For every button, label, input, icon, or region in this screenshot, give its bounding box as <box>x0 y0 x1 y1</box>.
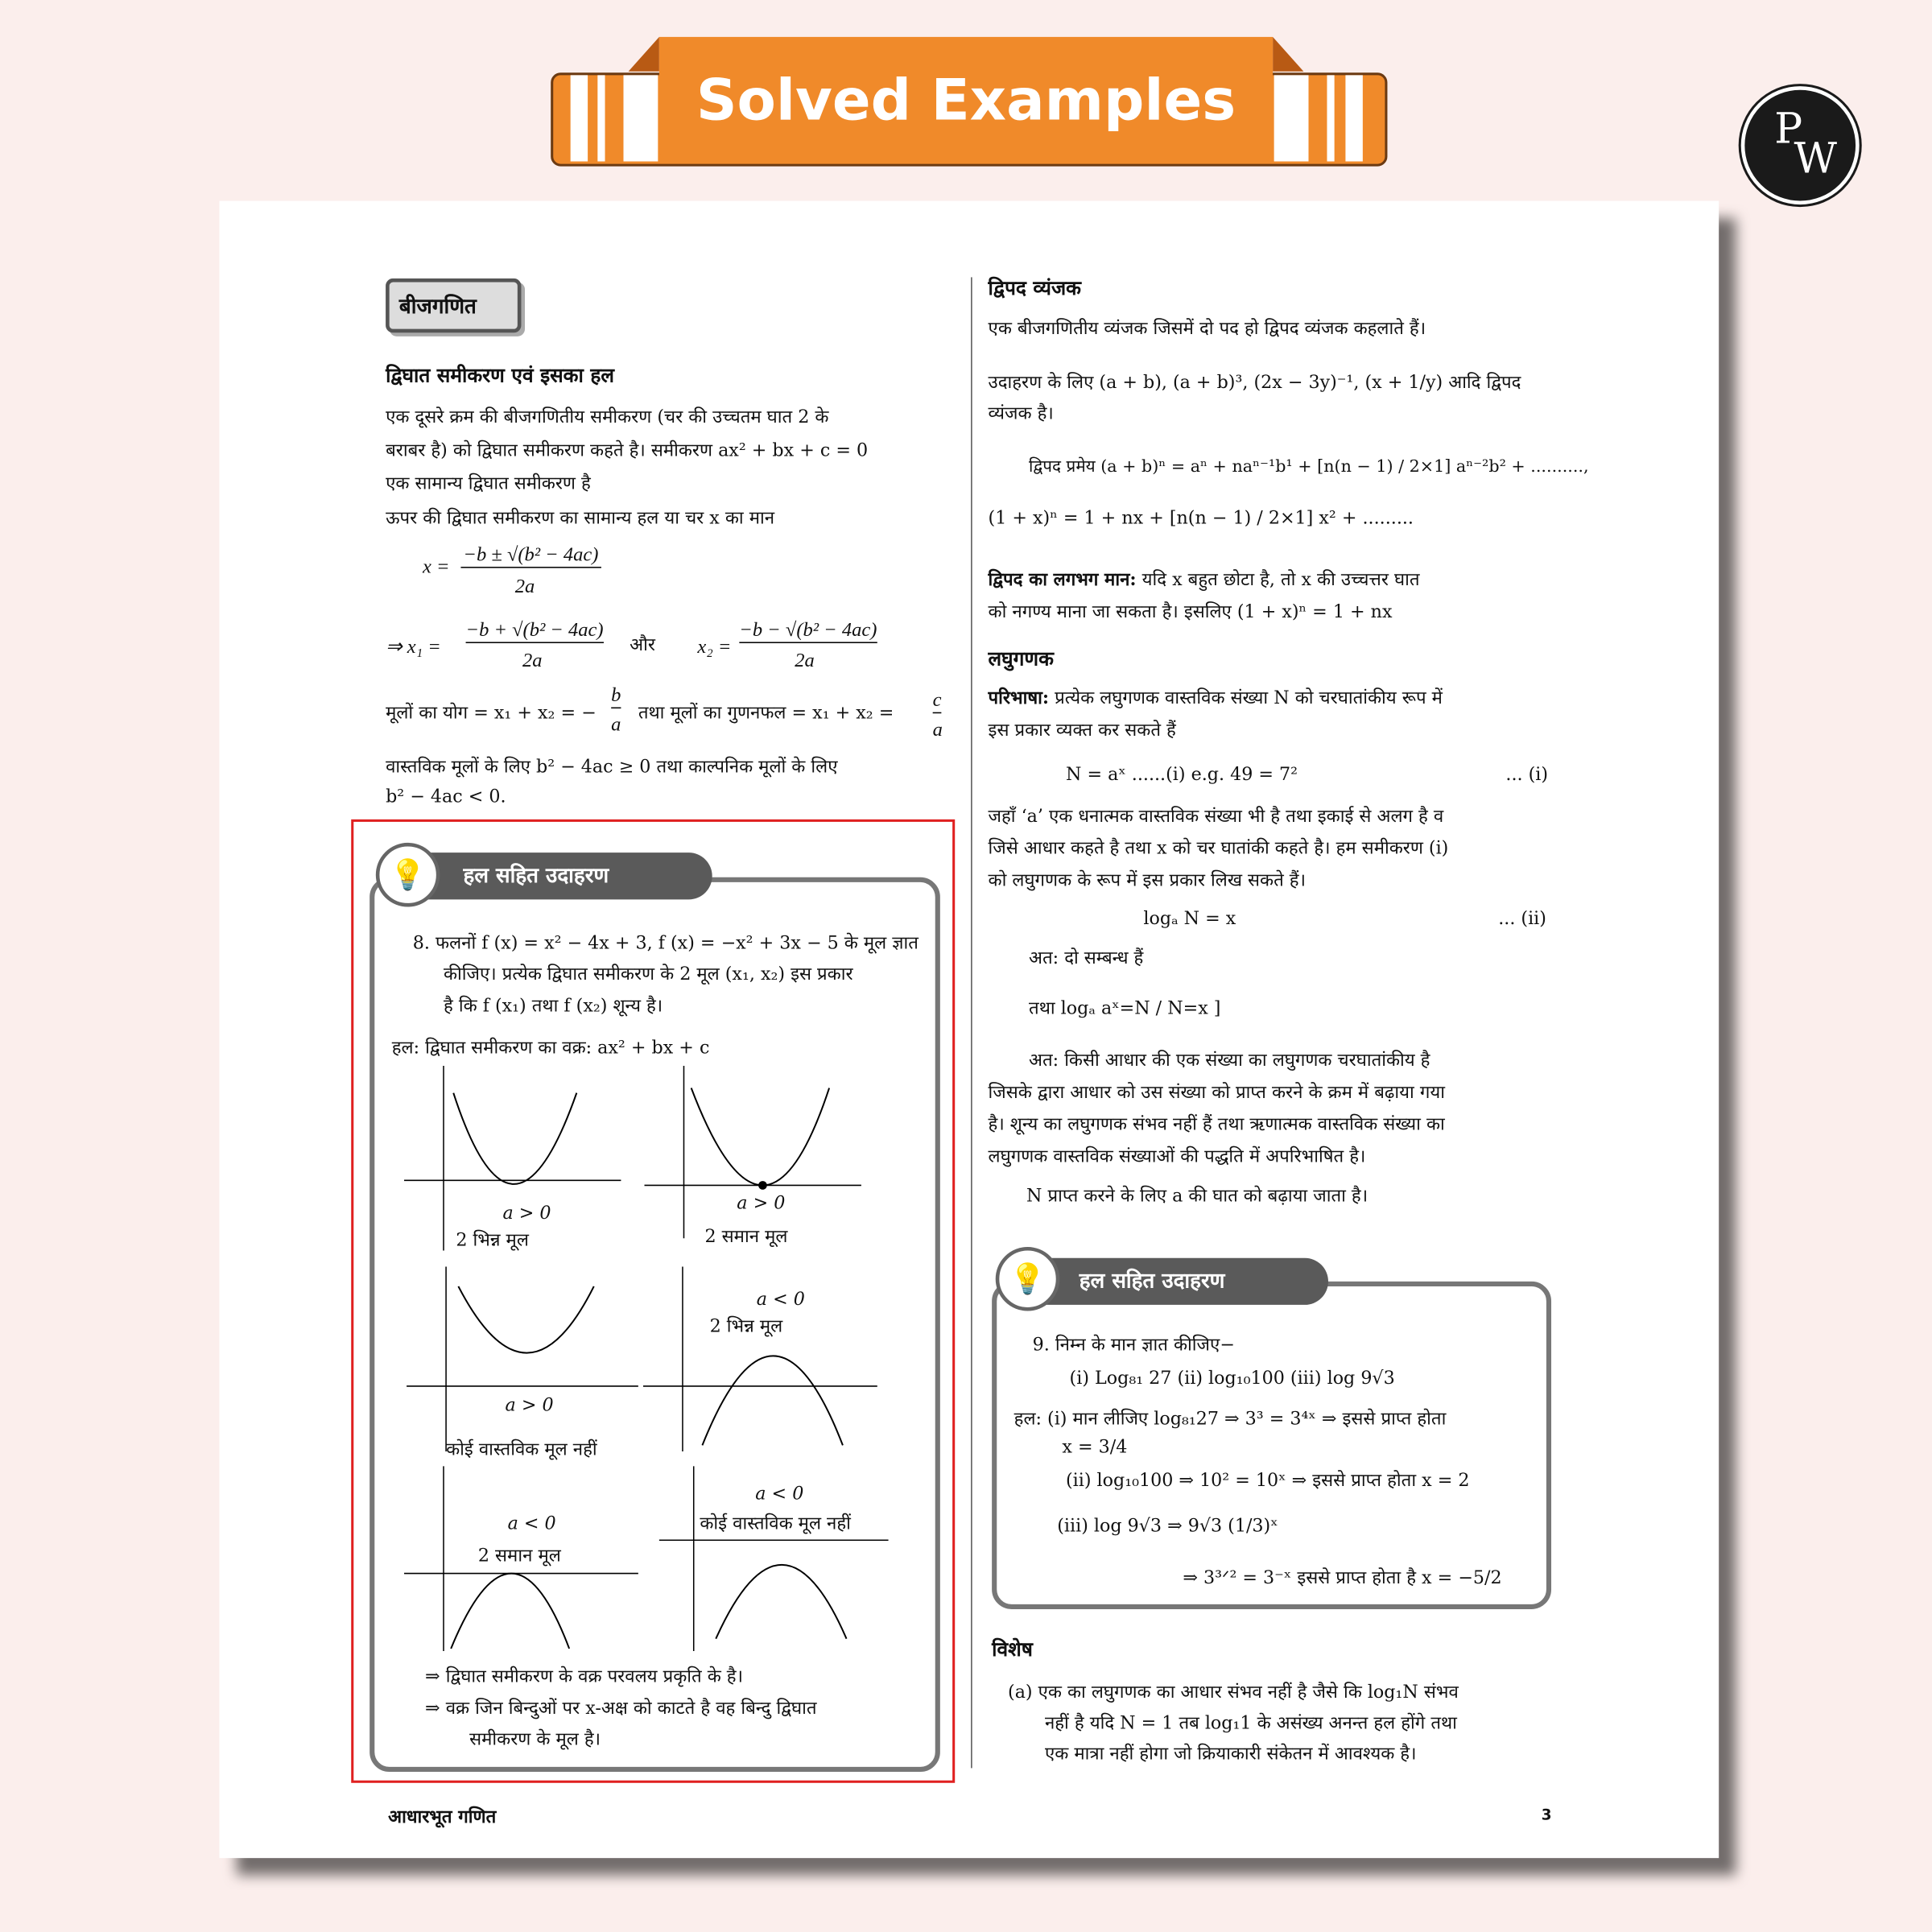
note-line: नहीं है यदि N = 1 तब log₁1 के असंख्य अनन्त हल होंगे तथा <box>1044 1714 1457 1734</box>
frac-num: b <box>611 685 621 708</box>
banner-fold <box>1273 37 1303 72</box>
page-number: 3 <box>1541 1806 1552 1824</box>
heading-binomial: द्विपद व्यंजक <box>988 275 1081 299</box>
formula-denominator: 2a <box>795 650 815 672</box>
example-header: हल सहित उदाहरण <box>407 852 712 899</box>
product-of-roots: तथा मूलों का गुणनफल = x₁ + x₂ = <box>638 703 894 724</box>
banner-fold <box>629 37 659 72</box>
equation-number: ... (i) <box>1505 765 1549 785</box>
binomial-theorem: द्विपद प्रमेय (a + b)ⁿ = aⁿ + naⁿ⁻¹b¹ + [n(n − 1) / 2×1] aⁿ⁻²b² + .........., <box>1029 456 1589 477</box>
graph-label: 2 समान मूल <box>704 1227 788 1247</box>
equation-number: ... (ii) <box>1498 909 1546 930</box>
pw-logo: P W <box>1741 86 1860 204</box>
heading-note: विशेष <box>992 1637 1033 1662</box>
graph-label: 2 भिन्न मूल <box>456 1231 529 1251</box>
solution-line: हल: द्विघात समीकरण का वक्र: ax² + bx + c <box>391 1038 710 1059</box>
formula-lhs: ⇒ x₁ = <box>386 637 441 658</box>
formula-numerator: −b − √(b² − 4ac) <box>739 620 877 643</box>
solution-line: हल: (i) मान लीजिए log₈₁27 ⇒ 3³ = 3⁴ˣ ⇒ इससे प्राप्त होता <box>1013 1410 1447 1430</box>
formula-lhs: x₂ = <box>697 637 732 658</box>
bulb-icon: 💡 <box>376 843 440 907</box>
sum-of-roots: मूलों का योग = x₁ + x₂ = − <box>386 703 597 724</box>
graph-condition: a > 0 <box>737 1194 786 1214</box>
question-parts: (i) Log₈₁ 27 (ii) log₁₀100 (iii) log 9√3 <box>1069 1368 1395 1389</box>
heading-logarithm: लघुगणक <box>988 646 1054 671</box>
bulb-icon: 💡 <box>996 1247 1060 1311</box>
para-line: व्यंजक है। <box>988 404 1054 424</box>
frac-den: a <box>932 719 943 741</box>
equation-line: logₐ N = x <box>1143 909 1236 930</box>
para-line: b² − 4ac < 0. <box>386 787 506 807</box>
graph-condition: a > 0 <box>502 1203 551 1224</box>
banner-stripe <box>1274 75 1309 161</box>
para-line: बराबर है) को द्विघात समीकरण कहते है। समीकरण ax² + bx + c = 0 <box>386 440 869 461</box>
column-divider <box>971 277 972 1768</box>
solution-line: (ii) log₁₀100 ⇒ 10² = 10ˣ ⇒ इससे प्राप्त होता x = 2 <box>1065 1471 1470 1492</box>
solution-line: (iii) log 9√3 ⇒ 9√3 (1/3)ˣ <box>1057 1517 1278 1537</box>
para-line: अत: दो सम्बन्ध हैं <box>1029 948 1144 969</box>
banner-stripe <box>1327 75 1334 161</box>
para-line: लघुगणक वास्तविक संख्याओं की पद्धति में अपरिभाषित है। <box>988 1146 1366 1167</box>
section-badge: बीजगणित <box>386 279 521 332</box>
and-word: और <box>630 635 655 656</box>
conclusion-line: ⇒ वक्र जिन बिन्दुओं पर x-अक्ष को काटते है वह बिन्दु द्विघात <box>425 1699 817 1719</box>
parabola-graph-3 <box>407 1266 641 1451</box>
banner-stripe <box>1345 75 1362 161</box>
para-line: एक सामान्य द्विघात समीकरण है <box>386 474 591 494</box>
solution-line: ⇒ 3³ᐟ² = 3⁻ˣ इससे प्राप्त होता है x = −5/2 <box>1183 1568 1502 1588</box>
frac-den: a <box>611 714 621 736</box>
para-line: इस प्रकार व्यक्त कर सकते हैं <box>988 720 1176 741</box>
para-line: जहाँ ‘a’ एक धनात्मक वास्तविक संख्या भी है तथा इकाई से अलग है व <box>988 807 1444 828</box>
footer-book-title: आधारभूत गणित <box>388 1806 497 1827</box>
note-line: एक मात्रा नहीं होगा जो क्रियाकारी संकेतन में आवश्यक है। <box>1044 1744 1417 1765</box>
para-line: यदि x बहुत छोटा है, तो x की उच्चत्तर घात <box>1136 570 1420 591</box>
para-line: N प्राप्त करने के लिए a की घात को बढ़ाया जाता है। <box>1026 1186 1368 1207</box>
frac-num: c <box>933 690 942 713</box>
graph-label: कोई वास्तविक मूल नहीं <box>700 1514 851 1534</box>
banner-stripe <box>623 75 658 161</box>
para-line: एक बीजगणितीय व्यंजक जिसमें दो पद हो द्विपद व्यंजक कहलाते हैं। <box>988 319 1426 339</box>
formula-lhs: x = <box>422 556 450 578</box>
equation-line: तथा logₐ aˣ=N / N=x ] <box>1029 999 1221 1019</box>
graph-condition: a < 0 <box>756 1290 805 1311</box>
definition-label: परिभाषा: <box>988 687 1050 709</box>
formula-denominator: 2a <box>522 650 543 672</box>
heading-quadratic: द्विघात समीकरण एवं इसका हल <box>386 363 614 387</box>
graph-label: कोई वास्तविक मूल नहीं <box>446 1440 597 1460</box>
para-line: को लघुगणक के रूप में इस प्रकार लिख सकते हैं। <box>988 871 1307 891</box>
para-line: उदाहरण के लिए (a + b), (a + b)³, (2x − 3y)⁻¹, (x + 1/y) आदि द्विपद <box>988 373 1521 394</box>
para-line: वास्तविक मूलों के लिए b² − 4ac ≥ 0 तथा काल्पनिक मूलों के लिए <box>386 758 838 778</box>
solution-line: x = 3/4 <box>1062 1438 1128 1458</box>
formula-numerator: −b ± √(b² − 4ac) <box>460 545 601 568</box>
banner-stripe <box>597 75 605 161</box>
graph-condition: a < 0 <box>755 1484 804 1505</box>
graph-condition: a > 0 <box>505 1396 554 1416</box>
para-line: जिसके द्वारा आधार को उस संख्या को प्राप्त करने के क्रम में बढ़ाया गया <box>988 1083 1445 1103</box>
note-line: (a) एक का लघुगणक का आधार संभव नहीं है जैसे कि log₁N संभव <box>1008 1682 1459 1703</box>
graph-condition: a < 0 <box>507 1514 556 1534</box>
banner-stripe <box>571 75 588 161</box>
para-line: को नगण्य माना जा सकता है। इसलिए (1 + x)ⁿ = 1 + nx <box>988 602 1393 622</box>
para-line: है। शून्य का लघुगणक संभव नहीं हैं तथा ऋणात्मक वास्तविक संख्या का <box>988 1115 1445 1135</box>
question-line: कीजिए। प्रत्येक द्विघात समीकरण के 2 मूल (x₁, x₂) इस प्रकार <box>444 964 853 985</box>
conclusion-line: समीकरण के मूल है। <box>469 1729 601 1750</box>
banner-title: Solved Examples <box>659 37 1273 163</box>
formula-numerator: −b + √(b² − 4ac) <box>466 620 604 643</box>
para-line: एक दूसरे क्रम की बीजगणितीय समीकरण (चर की उच्चतम घात 2 के <box>386 407 829 428</box>
para-line: ऊपर की द्विघात समीकरण का सामान्य हल या चर x का मान <box>386 509 775 529</box>
question-line: 9. निम्न के मान ज्ञात कीजिए− <box>1032 1335 1235 1356</box>
approx-label: द्विपद का लगभग मान: <box>988 569 1137 591</box>
formula-denominator: 2a <box>514 576 535 598</box>
example-header: हल सहित उदाहरण <box>1022 1258 1328 1305</box>
para-line: जिसे आधार कहते है तथा x को चर घातांकी कहते है। हम समीकरण (i) <box>988 839 1449 859</box>
graph-label: 2 भिन्न मूल <box>709 1317 783 1337</box>
graph-label: 2 समान मूल <box>477 1546 561 1567</box>
question-line: 8. फलनों f (x) = x² − 4x + 3, f (x) = −x² + 3x − 5 के मूल ज्ञात <box>412 934 919 954</box>
para-line: प्रत्येक लघुगणक वास्तविक संख्या N को चरघातांकीय रूप में <box>1049 688 1443 709</box>
binomial-expansion: (1 + x)ⁿ = 1 + nx + [n(n − 1) / 2×1] x² + ......... <box>988 509 1414 529</box>
equation-line: N = aˣ ......(i) e.g. 49 = 7² <box>1065 765 1298 785</box>
conclusion-line: ⇒ द्विघात समीकरण के वक्र परवलय प्रकृति के है। <box>425 1666 743 1687</box>
para-line: अत: किसी आधार की एक संख्या का लघुगणक चरघातांकीय है <box>1029 1051 1430 1071</box>
question-line: है कि f (x₁) तथा f (x₂) शून्य है। <box>444 997 663 1017</box>
